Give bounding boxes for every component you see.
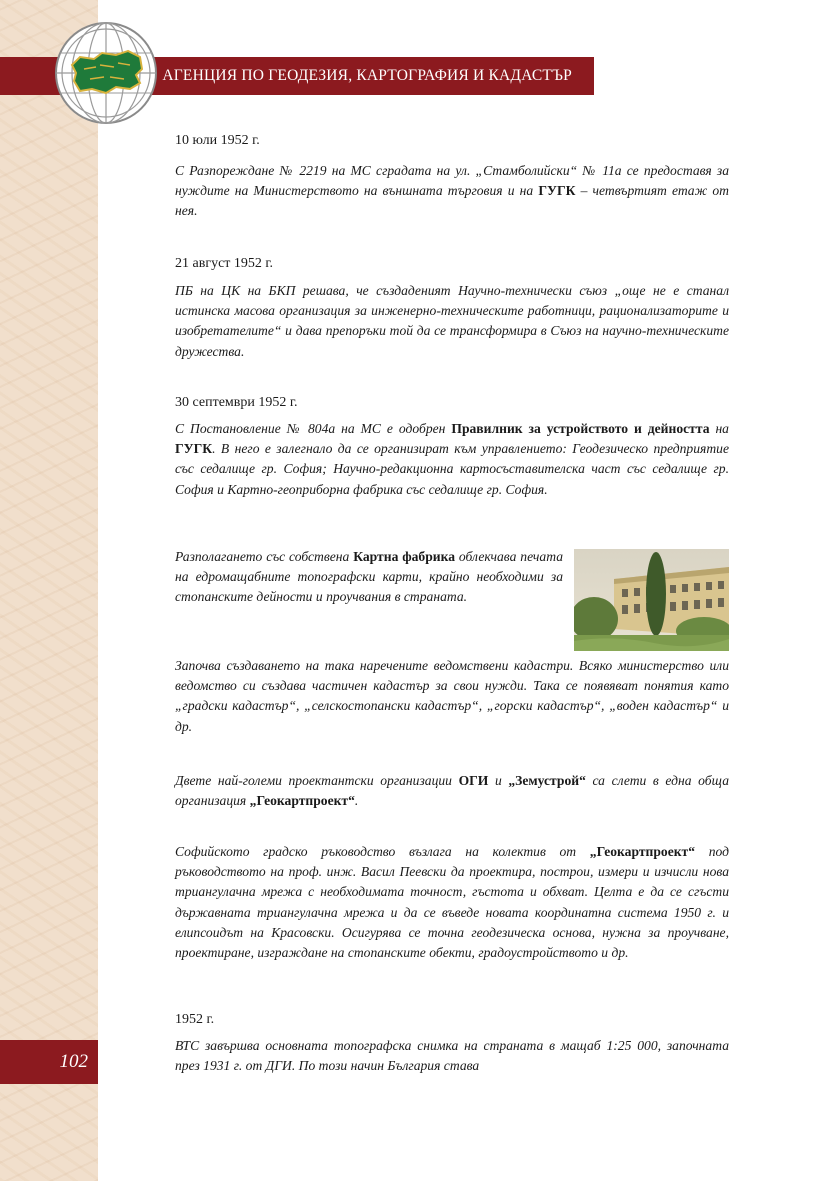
entry-text-part: С Постановление № 804а на МС е одобрен <box>175 421 452 436</box>
factory-paragraph <box>175 547 563 608</box>
paragraph-text-part: са слети в една обща организация <box>175 773 729 809</box>
merge-paragraph <box>175 771 729 811</box>
entry-text-part: и дава препоръки той да се трансформира в Съюз на научно-техническите дружества. <box>175 323 729 359</box>
entry-date: 21 август 1952 г. <box>175 256 274 271</box>
decorative-margin-band <box>0 0 98 1181</box>
entry-text-part: на <box>709 421 729 436</box>
entry-text-part: С Разпореждане № 2219 на МС сградата на ул. „Стамболийски“ № 11а се предоставя за нуждите на Министерството на външната търговия и на <box>175 163 729 199</box>
header-title: АГЕНЦИЯ ПО ГЕОДЕЗИЯ, КАРТОГРАФИЯ И КАДАСТЪР <box>162 67 572 84</box>
paragraph-text-part: и <box>488 773 509 788</box>
entry-date: 10 юли 1952 г. <box>175 133 260 148</box>
entry-text-bold: ГУГК <box>538 183 576 199</box>
entry-date: 1952 г. <box>175 1012 215 1027</box>
entry-text <box>175 419 729 500</box>
entry-text-part: . В него е залегнало да се организират към управлението: Геодезическо предприятие със седалище гр. София; Научно-редакционна картосъставителска част със седалище гр. София и Картно-геоприборна фабрика със седалище гр. София. <box>175 441 729 497</box>
paragraph-text-part: . <box>354 793 359 809</box>
sofia-paragraph <box>175 842 729 963</box>
factory-building-photo <box>574 549 729 651</box>
paragraph-text-bold: „Геокартпроект“ <box>249 793 355 809</box>
entry-text-bold: Правилник за устройството и дейността <box>451 421 710 436</box>
page-number: 102 <box>59 1051 88 1072</box>
paragraph-text-part: облекчава печата на едромащабните топографски карти, крайно необходими за стопанските дейности и проучвания в страната. <box>175 549 563 605</box>
paragraph-text-part: Софийското градско ръководство възлага на колектив от <box>175 844 590 859</box>
entry-text-part: ПБ на ЦК на БКП решава, че създаденият Научно-технически съюз <box>175 283 615 298</box>
entry-text <box>175 281 729 362</box>
page-number-box <box>0 1040 98 1084</box>
paragraph-text-bold: „Геокартпроект“ <box>589 844 696 859</box>
entry-text <box>175 161 729 222</box>
paragraph-text-part: под ръководството на проф. инж. Васил Пеевски да проектира, построи, измери и изчисли нова триангулачна мрежа с необходимата точност, гъстота и обхват. Целта е да се сгъсти държавната триангулачна мрежа и да се въведе новата координатна система 1950 г. и елипсоидът на Красовски. Осигурява се точна геодезическа основа, нужна за проучване, проектиране, изграждане на стопанските обекти, градоустройството и др. <box>175 844 729 961</box>
paragraph-text-bold: ОГИ <box>458 773 489 788</box>
entry-text: ВТС завършва основната топографска снимка на страната в мащаб 1:25 000, започната през 1931 г. от ДГИ. По този начин България става <box>175 1038 729 1074</box>
paragraph-text-bold: „Земустрой“ <box>508 773 586 788</box>
paragraph-text-bold: Картна фабрика <box>353 549 456 564</box>
paragraph-text-part: Разполагането със собствена <box>175 549 354 564</box>
entry-text-bold: ГУГК <box>175 441 213 457</box>
entry-text-quote: „още не е станал истинска масова организация за инженерно-техническите работници, рационализаторите и изобретателите“ <box>175 283 730 339</box>
entry-text-part: – четвъртият етаж от нея. <box>175 183 729 219</box>
entry-date: 30 септември 1952 г. <box>175 395 298 410</box>
paragraph-text-part: Двете най-големи проектантски организации <box>175 773 459 788</box>
agency-logo-icon <box>50 17 162 129</box>
cadastre-paragraph: Започва създаването на така наречените ведомствени кадастри. Всяко министерство или ведомство си създава частичен кадастър за свои нужди. Така се появяват понятия като „градски кадастър“, „селскостопански кадастър“, „горски кадастър“, „воден кадастър“ и др. <box>175 658 729 734</box>
